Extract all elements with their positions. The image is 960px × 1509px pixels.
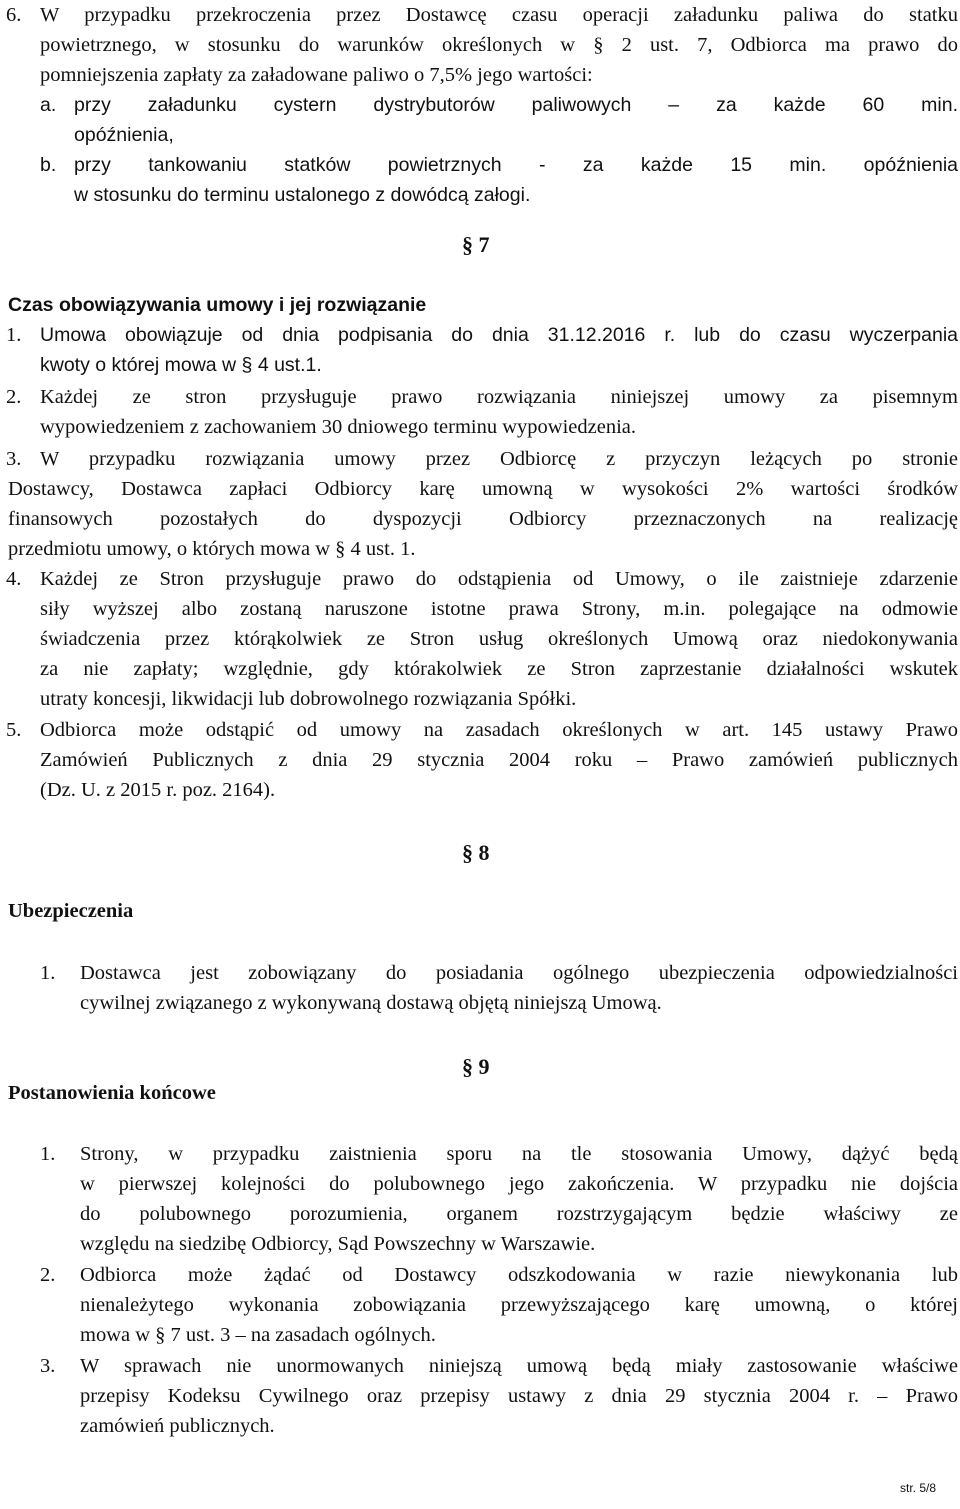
item-line: wypowiedzeniem z zachowaniem 30 dniowego terminu wypowiedzenia. — [40, 416, 637, 438]
item-line: kwoty o której mowa w § 4 ust.1. — [40, 354, 322, 376]
item-number: 2. — [40, 1264, 56, 1286]
item-number: 3. — [40, 1355, 56, 1377]
item-line: do polubownego porozumienia, organem rozstrzygającym będzie właściwy ze — [80, 1203, 958, 1225]
item-line: Każdej ze stron przysługuje prawo rozwiązania niniejszej umowy za pisemnym — [40, 386, 958, 408]
section-title: Postanowienia końcowe — [8, 1082, 216, 1104]
item-number: 5. — [6, 719, 22, 741]
list-marker: b. — [40, 154, 57, 176]
item-number: 3. — [6, 448, 22, 470]
item-line: Strony, w przypadku zaistnienia sporu na tle stosowania Umowy, dążyć będą — [80, 1143, 958, 1165]
item-line: finansowych pozostałych do dyspozycji Odbiorcy przeznaczonych na realizację — [8, 508, 958, 530]
item-line: utraty koncesji, likwidacji lub dobrowolnego rozwiązania Spółki. — [40, 688, 577, 710]
item-line: W przypadku rozwiązania umowy przez Odbiorcę z przyczyn leżących po stronie — [40, 448, 958, 470]
item-line: Odbiorca może żądać od Dostawcy odszkodowania w razie niewykonania lub — [80, 1264, 958, 1286]
item-line: Umowa obowiązuje od dnia podpisania do dnia 31.12.2016 r. lub do czasu wyczerpania — [40, 324, 958, 346]
item-number: 4. — [6, 568, 22, 590]
item-line: siły wyższej albo zostaną naruszone istotne prawa Strony, m.in. polegające na odmowie — [40, 598, 958, 620]
subitem-line: przy załadunku cystern dystrybutorów paliwowych – za każde 60 min. — [74, 94, 958, 116]
item-line: W sprawach nie unormowanych niniejszą umową będą miały zastosowanie właściwe — [80, 1355, 958, 1377]
section-symbol: § 9 — [462, 1054, 490, 1079]
paragraph-line: pomniejszenia zapłaty za załadowane paliwo o 7,5% jego wartości: — [40, 64, 593, 86]
item-number: 1. — [40, 962, 56, 984]
item-line: w pierwszej kolejności do polubownego jego zakończenia. W przypadku nie dojścia — [80, 1173, 958, 1195]
subitem-line: opóźnienia, — [74, 124, 174, 146]
list-marker: a. — [40, 94, 57, 116]
item-line: nienależytego wykonania zobowiązania przewyższającego karę umowną, o której — [80, 1294, 958, 1316]
section-title: Ubezpieczenia — [8, 900, 134, 922]
item-line: za nie zapłaty; względnie, gdy którakolwiek ze Stron zaprzestanie działalności wskutek — [40, 658, 958, 680]
item-line: Każdej ze Stron przysługuje prawo do odstąpienia od Umowy, o ile zaistnieje zdarzenie — [40, 568, 958, 590]
paragraph-line: powietrznego, w stosunku do warunków określonych w § 2 ust. 7, Odbiorca ma prawo do — [40, 34, 958, 56]
item-line: Odbiorca może odstąpić od umowy na zasadach określonych w art. 145 ustawy Prawo — [40, 719, 958, 741]
subitem-line: w stosunku do terminu ustalonego z dowódcą załogi. — [74, 184, 531, 206]
item-line: względu na siedzibę Odbiorcy, Sąd Powszechny w Warszawie. — [80, 1233, 596, 1255]
section-title: Czas obowiązywania umowy i jej rozwiązanie — [8, 294, 427, 316]
item-number: 1. — [40, 1143, 56, 1165]
item-line: Dostawca jest zobowiązany do posiadania ogólnego ubezpieczenia odpowiedzialności — [80, 962, 958, 984]
item-line: (Dz. U. z 2015 r. poz. 2164). — [40, 779, 276, 801]
page-number: str. 5/8 — [900, 1481, 937, 1495]
item-line: przedmiotu umowy, o których mowa w § 4 ust. 1. — [8, 538, 416, 560]
item-line: mowa w § 7 ust. 3 – na zasadach ogólnych. — [80, 1324, 436, 1346]
item-line: cywilnej związanego z wykonywaną dostawą objętą niniejszą Umową. — [80, 992, 662, 1014]
subitem-line: przy tankowaniu statków powietrznych - za każde 15 min. opóźnienia — [74, 154, 958, 176]
paragraph-line: W przypadku przekroczenia przez Dostawcę czasu operacji załadunku paliwa do statku — [40, 4, 958, 26]
section-symbol: § 8 — [462, 840, 490, 865]
item-number: 6. — [6, 4, 22, 26]
item-line: Zamówień Publicznych z dnia 29 stycznia 2004 roku – Prawo zamówień publicznych — [40, 749, 958, 771]
item-number: 2. — [6, 386, 22, 408]
item-number: 1. — [6, 324, 22, 346]
section-symbol: § 7 — [462, 232, 490, 257]
item-line: przepisy Kodeksu Cywilnego oraz przepisy ustawy z dnia 29 stycznia 2004 r. – Prawo — [80, 1385, 958, 1407]
item-line: świadczenia przez którąkolwiek ze Stron usług określonych Umową oraz niedokonywania — [40, 628, 958, 650]
item-line: zamówień publicznych. — [80, 1415, 275, 1437]
item-line: Dostawcy, Dostawca zapłaci Odbiorcy karę umowną w wysokości 2% wartości środków — [8, 478, 958, 500]
